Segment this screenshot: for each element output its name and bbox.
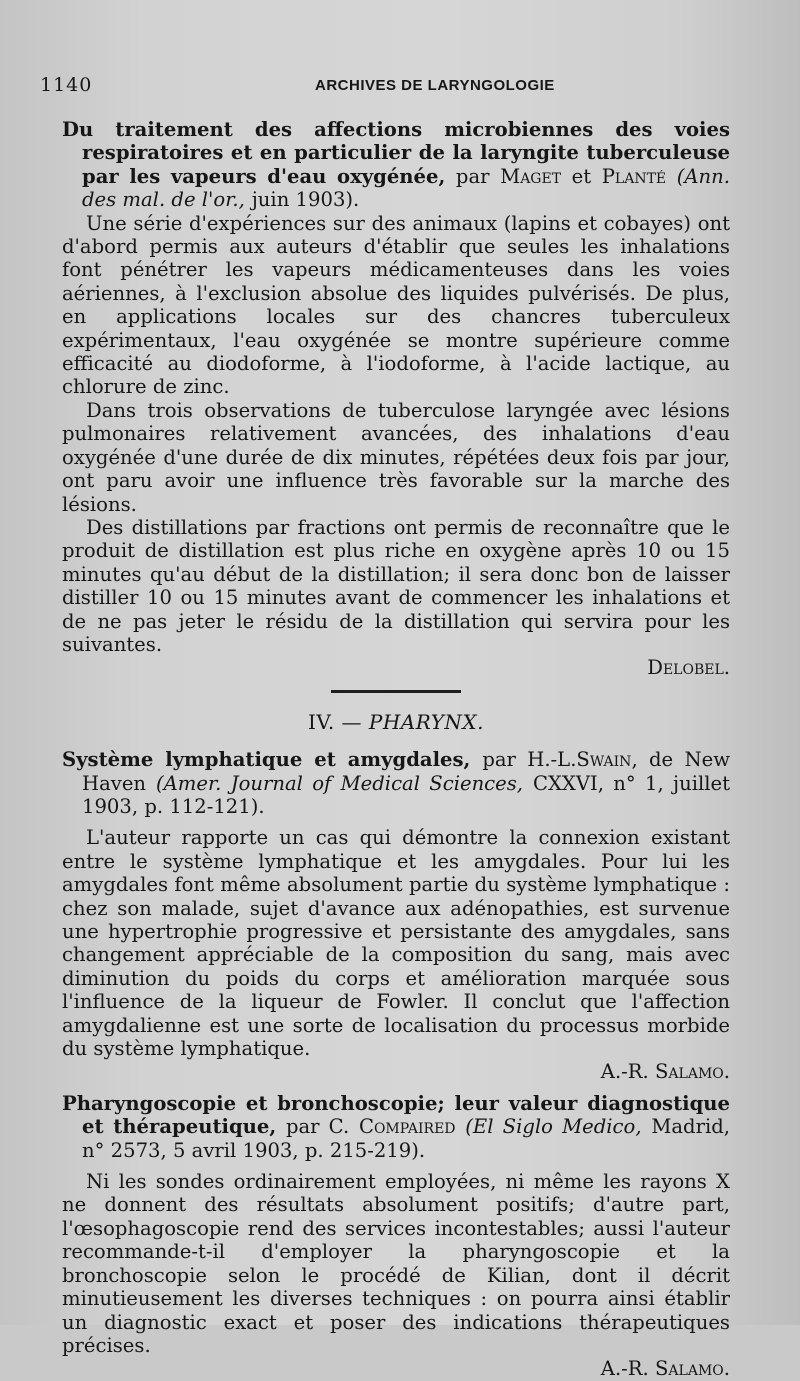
by-label: par H.-L. — [482, 748, 577, 772]
title-text: Système lymphatique et amygdales, — [62, 748, 471, 772]
page-number: 1140 — [40, 74, 93, 96]
journal-name: (Amer. Journal of Medical Sciences, — [155, 771, 524, 795]
section-divider — [331, 690, 461, 693]
title-text: Pharyngoscopie et bronchoscopie; leur valeur diagnostique et thérapeutique, — [62, 1091, 730, 1139]
page-header — [40, 74, 720, 102]
journal-name: (El Siglo Medico, — [465, 1115, 642, 1139]
signature: A.-R. Salamo. — [600, 1357, 730, 1381]
paragraph: L'auteur rapporte un cas qui démontre la connexion existant entre le système lymphatique et les amygdales. Pour lui les amygdales font même absolument partie du système lymphatique : chez son malade, sujet d'avance aux adénopathies, est survenue une hypertrophie progressive et persistante des amygdales, sans changement appréciable de la composition du sang, mais avec diminution du poids du corps et amélioration marquée sous l'influence de la liqueur de Fowler. Il conclut que l'affection amygdalienne est une sorte de localisation du processus morbide du système lymphatique. — [62, 826, 730, 1061]
author-place: , de New Haven — [82, 748, 730, 795]
article-title — [62, 748, 730, 818]
conjunction: et — [571, 164, 592, 188]
title-text: Du traitement des affections microbiennes des voies respiratoires et en particulier de la laryngite tuberculeuse par les vapeurs d'eau oxygénée, — [62, 118, 730, 188]
citation-ref: CXXVI, n° 1, juillet 1903, p. 112-121). — [82, 771, 731, 818]
running-title: ARCHIVES DE LARYNGOLOGIE — [315, 77, 555, 94]
publication-date: juin 1903). — [251, 188, 360, 212]
section-title: PHARYNX. — [368, 709, 484, 734]
signature: A.-R. Salamo. — [600, 1060, 730, 1084]
author-name: Compaired — [358, 1115, 456, 1139]
by-label: par C. — [285, 1115, 350, 1139]
author-name: Planté — [601, 164, 667, 188]
author-name: Swain — [576, 748, 632, 772]
by-label: par — [455, 164, 490, 188]
article-delobel — [62, 118, 730, 1381]
paragraph: Une série d'expériences sur des animaux (lapins et cobayes) ont d'abord permis aux auteurs d'établir que seules les inhalations font pénétrer les vapeurs médicamenteuses dans les voies aériennes, à l'exclusion absolue des liquides pulvérisés. De plus, en applications locales sur des chancres tuberculeux expérimentaux, l'eau oxygénée se montre supérieure comme efficacité au diodoforme, à l'iodoforme, à l'acide lactique, au chlorure de zinc. — [62, 211, 730, 399]
paragraph: Dans trois observations de tuberculose laryngée avec lésions pulmonaires relativement avancées, des inhalations d'eau oxygénée d'une durée de dix minutes, répétées deux fois par jour, ont paru avoir une influence très favorable sur la marche des lésions. — [62, 398, 730, 516]
section-number: IV. — — [307, 709, 363, 734]
author-name: Maget — [500, 164, 562, 188]
paragraph: Des distillations par fractions ont permis de reconnaître que le produit de distillation est plus riche en oxygène après 10 ou 15 minutes qu'au début de la distillation; il sera donc bon de laisser distiller 10 ou 15 minutes avant de commencer les inhalations et de ne pas jeter le résidu de la distillation qui servira pour les suivantes. — [62, 515, 730, 656]
signature: Delobel. — [647, 656, 730, 680]
journal-name: (Ann. des mal. de l'or., — [82, 164, 731, 212]
paragraph: Ni les sondes ordinairement employées, ni même les rayons X ne donnent des résultats absolument positifs; d'autre part, l'œsophagoscopie rend des services incontestables; aussi l'auteur recommande-t-il d'employer la pharyngoscopie et la bronchoscopie selon le procédé de Kilian, dont il décrit minutieusement les diverses techniques : on pourra ainsi établir un diagnostic exact et poser des indications thérapeutiques précises. — [62, 1170, 730, 1357]
article-title — [62, 1092, 730, 1162]
article-title — [62, 118, 730, 212]
citation-ref: Madrid, n° 2573, 5 avril 1903, p. 215-219). — [82, 1115, 731, 1162]
section-heading — [62, 711, 730, 734]
